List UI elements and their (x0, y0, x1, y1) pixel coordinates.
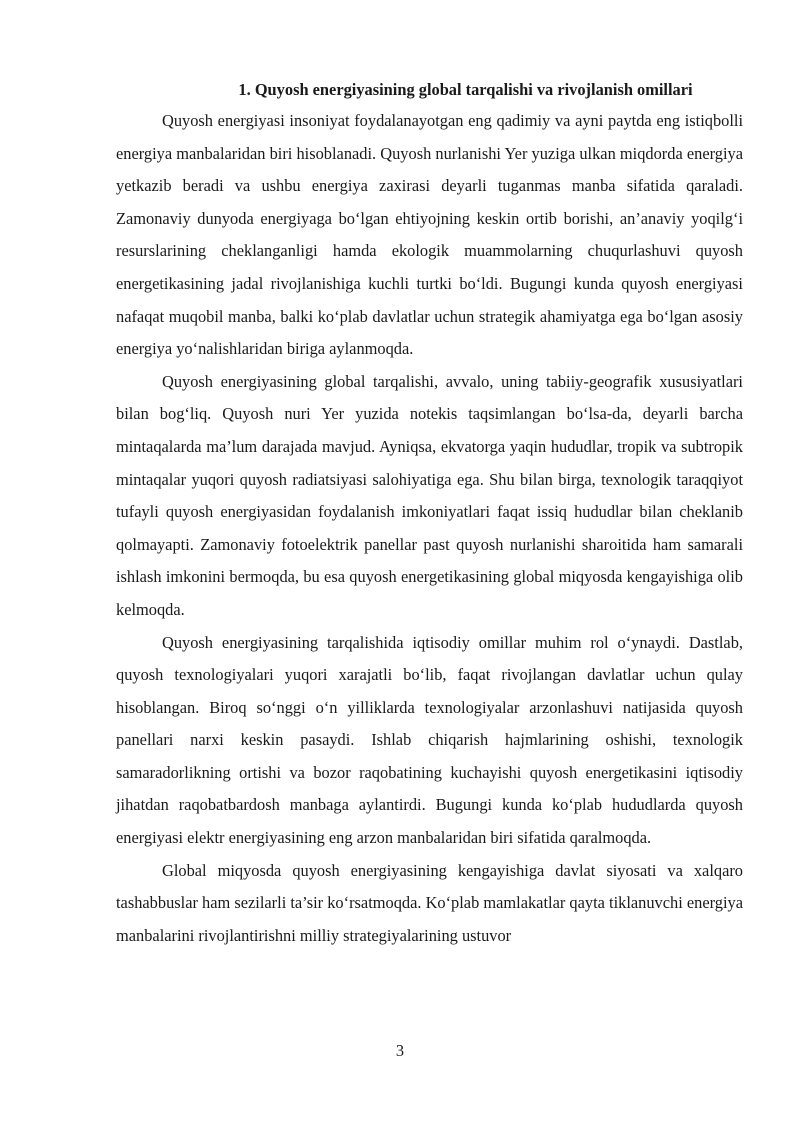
paragraph-policy: Global miqyosda quyosh energiyasining kengayishiga davlat siyosati va xalqaro tashabbuslar ham sezilarli ta’sir ko‘rsatmoqda. Ko‘plab mamlakatlar qayta tiklanuvchi energiya manbalarini rivojlantirishni milliy strategiyalarining ustuvor (116, 860, 743, 945)
paragraph-economics: Quyosh energiyasining tarqalishida iqtisodiy omillar muhim rol o‘ynaydi. Dastlab, quyosh texnologiyalari yuqori xarajatli bo‘lib, faqat rivojlangan davlatlar uchun qulay hisoblangan. Biroq so‘nggi o‘n yilliklarda texnologiyalar arzonlashuvi natijasida quyosh panellari narxi keskin pasaydi. Ishlab chiqarish hajmlarining oshishi, texnologik samaradorlikning ortishi va bozor raqobatining kuchayishi quyosh energetikasini iqtisodiy jihatdan raqobatbardosh manbaga aylantirdi. Bugungi kunda ko‘plab hududlarda quyosh energiyasi elektr energiyasining eng arzon manbalaridan biri sifatida qaralmoqda. (116, 632, 743, 848)
page-number: 3 (395, 1041, 405, 1060)
page-content (116, 74, 743, 952)
paragraph-geography: Quyosh energiyasining global tarqalishi, avvalo, uning tabiiy-geografik xususiyatlari bilan bog‘liq. Quyosh nuri Yer yuzida notekis taqsimlangan bo‘lsa-da, deyarli barcha mintaqalarda ma’lum darajada mavjud. Ayniqsa, ekvatorga yaqin hududlar, tropik va subtropik mintaqalar yuqori quyosh radiatsiyasi salohiyatiga ega. Shu bilan birga, texnologik taraqqiyot tufayli quyosh energiyasidan foydalanish imkoniyatlari faqat issiq hududlar bilan cheklanib qolmayapti. Zamonaviy fotoelektrik panellar past quyosh nurlanishi sharoitida ham samarali ishlash imkonini bermoqda, bu esa quyosh energetikasining global miqyosda kengayishiga olib kelmoqda. (116, 371, 743, 619)
paragraph-intro: Quyosh energiyasi insoniyat foydalanayotgan eng qadimiy va ayni paytda eng istiqbolli energiya manbalaridan biri hisoblanadi. Quyosh nurlanishi Yer yuziga ulkan miqdorda energiya yetkazib beradi va ushbu energiya zaxirasi deyarli tuganmas manba sifatida qaraladi. Zamonaviy dunyoda energiyaga bo‘lgan ehtiyojning keskin ortib borishi, an’anaviy yoqilg‘i resurslarining cheklanganligi hamda ekologik muammolarning chuqurlashuvi quyosh energetikasining jadal rivojlanishiga kuchli turtki bo‘ldi. Bugungi kunda quyosh energiyasi nafaqat muqobil manba, balki ko‘plab davlatlar uchun strategik ahamiyatga ega bo‘lgan asosiy energiya yo‘nalishlaridan biriga aylanmoqda. (116, 111, 743, 359)
section-heading: 1. Quyosh energiyasining global tarqalishi va rivojlanish omillari (238, 80, 693, 99)
